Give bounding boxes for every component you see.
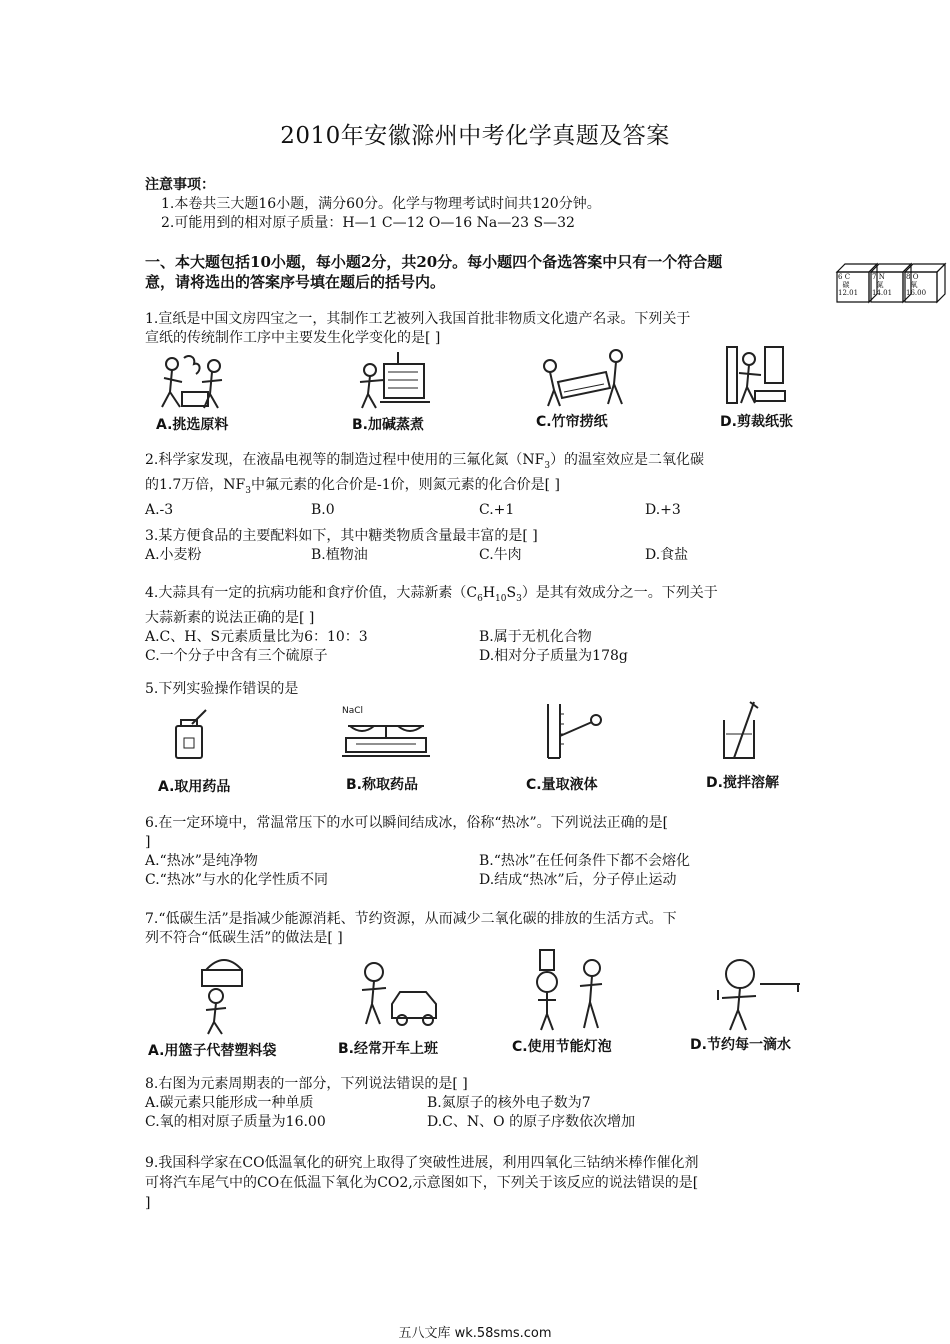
illustration-papermaking-cut <box>725 345 787 407</box>
options-row <box>145 546 815 565</box>
question-text: ] <box>145 834 151 850</box>
question-text: 列不符合“低碳生活”的做法是[ ] <box>145 930 343 946</box>
periodic-cell-carbon: 6 C 碳 12.01 <box>838 273 859 297</box>
option-b: B.属于无机化合物 <box>479 628 592 645</box>
question-4 <box>145 584 815 666</box>
question-text: 6.在一定环境中，常温常压下的水可以瞬间结成冰，俗称“热冰”。下列说法正确的是[ <box>145 815 669 831</box>
options-row <box>145 1113 815 1132</box>
q7-caption-b: B.经常开车上班 <box>338 1041 438 1057</box>
question-text: 宣纸的传统制作工序中主要发生化学变化的是[ ] <box>145 330 441 346</box>
option-a: A.“热冰”是纯净物 <box>145 853 258 869</box>
q5-caption-d: D.搅拌溶解 <box>706 775 779 791</box>
question-text: 9.我国科学家在CO低温氧化的研究上取得了突破性进展，利用四氧化三钴纳米棒作催化剂 <box>145 1155 699 1171</box>
illustration-papermaking-boil <box>350 350 440 412</box>
option-d: D.结成“热冰”后，分子停止运动 <box>479 872 677 888</box>
options-row <box>145 501 815 520</box>
option-d: D.C、N、O 的原子序数依次增加 <box>427 1114 636 1130</box>
option-b: B.0 <box>311 501 335 518</box>
question-9 <box>145 1153 815 1213</box>
illustration-stir-dissolve <box>718 700 764 762</box>
question-5 <box>145 680 815 699</box>
options-row <box>145 852 815 871</box>
illustration-papermaking-scoop <box>538 348 630 410</box>
section-heading-line: 一、本大题包括10小题，每小题2分，共20分。每小题四个备选答案中只有一个符合题 <box>145 253 723 271</box>
option-c: C.+1 <box>479 501 515 518</box>
q7-caption-d: D.节约每一滴水 <box>690 1037 791 1053</box>
footer-watermark: 五八文库 wk.58sms.com <box>398 1326 552 1341</box>
q1-caption-b: B.加碱蒸煮 <box>352 417 424 433</box>
q5-caption-a: A.取用药品 <box>158 779 231 795</box>
illustration-papermaking-select <box>152 352 242 412</box>
options-row <box>145 871 815 890</box>
question-text: 5.下列实验操作错误的是 <box>145 681 299 697</box>
option-a: A.-3 <box>145 501 174 518</box>
nacl-label: NaCl <box>342 706 364 716</box>
illustration-weigh-reagent <box>340 708 432 760</box>
question-text: 1.宣纸是中国文房四宝之一，其制作工艺被列入我国首批非物质文化遗产名录。下列关于 <box>145 311 691 327</box>
q5-caption-b: B.称取药品 <box>346 777 418 793</box>
notice-item: 1.本卷共三大题16小题，满分60分。化学与物理考试时间共120分钟。 <box>161 196 601 212</box>
periodic-cell-oxygen: 8 O 氧 16.00 <box>906 273 927 297</box>
options-row <box>145 647 815 666</box>
q5-caption-c: C.量取液体 <box>526 777 598 793</box>
question-2 <box>145 451 815 520</box>
q1-caption-a: A.挑选原料 <box>156 417 229 433</box>
section-heading <box>145 252 722 292</box>
options-row <box>145 628 815 647</box>
option-a: A.小麦粉 <box>145 547 202 563</box>
periodic-cell-nitrogen: 7 N 氮 14.01 <box>872 273 893 297</box>
section-heading-line: 意，请将选出的答案序号填在题后的括号内。 <box>145 273 446 291</box>
q7-caption-c: C.使用节能灯泡 <box>512 1039 612 1055</box>
option-b: B.植物油 <box>311 547 368 563</box>
question-text: 2.科学家发现，在液晶电视等的制造过程中使用的三氟化氮$(NF_3)$的温室效应是二氧化碳 <box>145 452 705 471</box>
illustration-car <box>356 958 446 1034</box>
illustration-basket <box>192 950 252 1036</box>
question-8 <box>145 1075 815 1132</box>
option-d: D.食盐 <box>645 547 689 563</box>
option-c: C.一个分子中含有三个硫原子 <box>145 647 328 664</box>
option-a: A.碳元素只能形成一种单质 <box>145 1095 314 1111</box>
question-3 <box>145 527 815 565</box>
page-title: 2010年安徽滁州中考化学真题及答案 <box>280 123 670 149</box>
option-a: A.C、H、S元素质量比为6：10：3 <box>145 628 368 645</box>
options-row <box>145 1094 815 1113</box>
option-d: D.相对分子质量为178g <box>479 647 628 664</box>
notice-item: 2.可能用到的相对原子质量：H—1 C—12 O—16 Na—23 S—32 <box>161 215 575 231</box>
notice-heading: 注意事项： <box>145 177 215 193</box>
question-text: 可将汽车尾气中的CO在低温下氧化为CO2,示意图如下，下列关于该反应的说法错误的是[ <box>145 1175 699 1191</box>
question-text: 3.某方便食品的主要配料如下，其中糖类物质含量最丰富的是[ ] <box>145 528 538 544</box>
question-text: 7.“低碳生活”是指减少能源消耗、节约资源，从而减少二氧化碳的排放的生活方式。下 <box>145 911 677 927</box>
question-text: ] <box>145 1195 151 1211</box>
question-text: 的1.7万倍，$NF_3$中氟元素的化合价是-1价，则氮元素的化合价是[ ] <box>145 476 560 496</box>
question-6 <box>145 814 815 890</box>
option-c: C.氧的相对原子质量为16.00 <box>145 1114 326 1130</box>
question-1 <box>145 310 815 348</box>
question-7 <box>145 910 815 948</box>
q1-caption-c: C.竹帘捞纸 <box>536 414 608 430</box>
question-text: 4.大蒜具有一定的抗病功能和食疗价值，大蒜新素$(C_6H_{10}S_3)$是其有效成分之一。下列关于 <box>145 585 718 604</box>
option-b: B.氮原子的核外电子数为7 <box>427 1095 591 1111</box>
illustration-energy-bulb <box>530 946 614 1032</box>
notice-block <box>145 176 601 233</box>
periodic-table-fragment <box>835 258 947 304</box>
illustration-measure-liquid <box>540 702 606 762</box>
option-c: C.牛肉 <box>479 547 522 563</box>
q7-caption-a: A.用篮子代替塑料袋 <box>148 1043 277 1059</box>
illustration-save-water <box>712 954 808 1034</box>
question-text: 大蒜新素的说法正确的是[ ] <box>145 609 315 626</box>
option-d: D.+3 <box>645 501 681 518</box>
illustration-take-reagent <box>172 708 212 760</box>
option-b: B.“热冰”在任何条件下都不会熔化 <box>479 853 691 869</box>
question-text: 8.右图为元素周期表的一部分，下列说法错误的是[ ] <box>145 1076 468 1092</box>
option-c: C.“热冰”与水的化学性质不同 <box>145 872 328 888</box>
q1-caption-d: D.剪裁纸张 <box>720 414 793 430</box>
